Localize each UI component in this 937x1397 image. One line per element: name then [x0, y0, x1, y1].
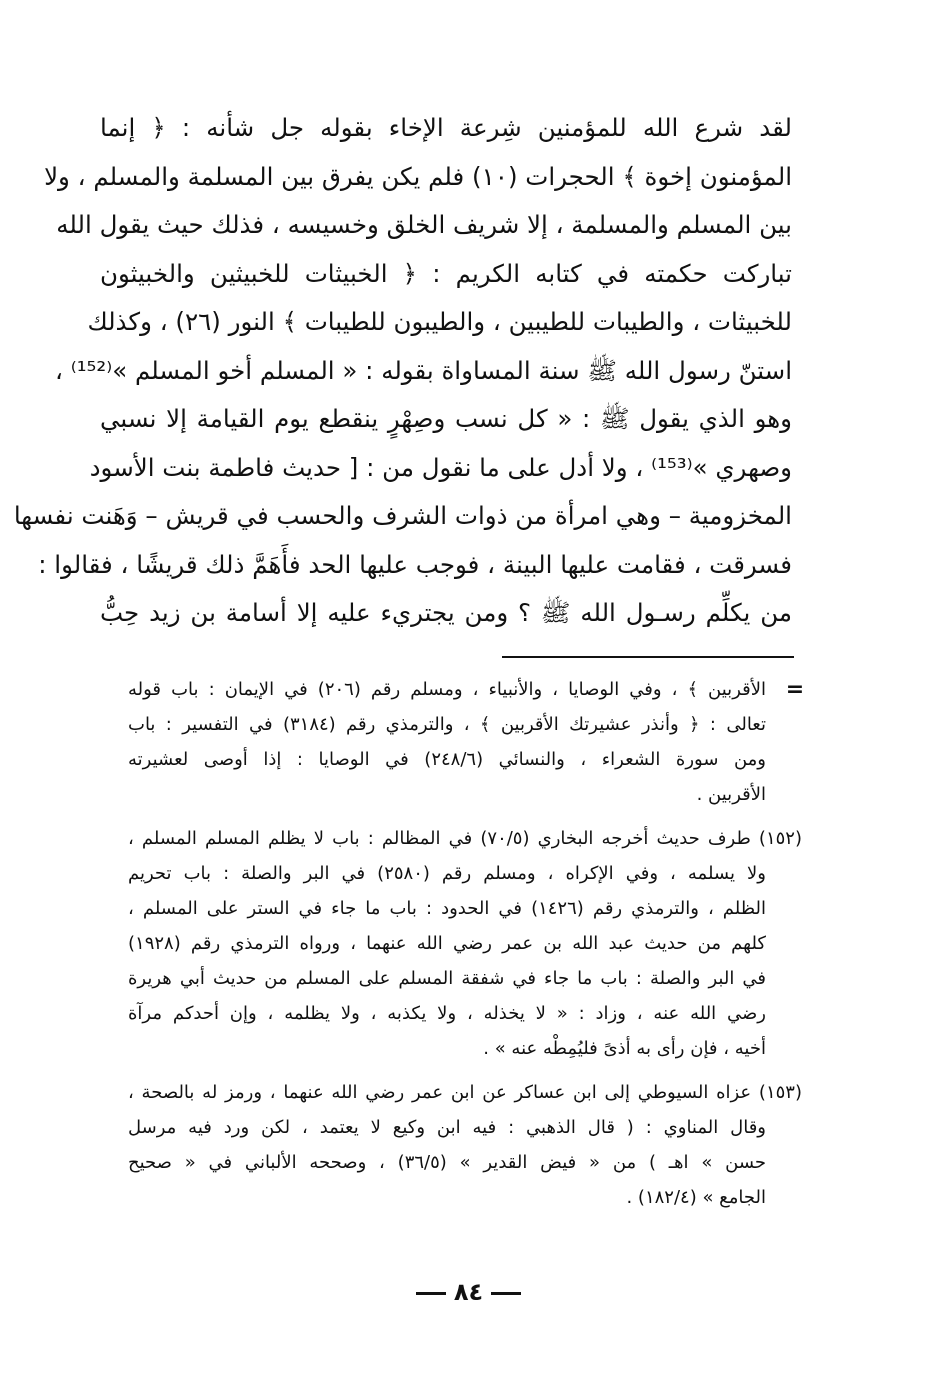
footnote-separator [502, 656, 794, 658]
footnote-line: الظلم ، والترمذي رقم (١٤٢٦) في الحدود : باب ما جاء في الستر على المسلم ، [128, 898, 766, 919]
footnote-line: الأقربين ﴾ ، وفي الوصايا ، والأنبياء ، ومسلم رقم (٢٠٦) في الإيمان : باب قوله [128, 679, 766, 700]
body-line: من يكلِّم رسـول الله ﷺ ؟ ومن يجتريء عليه إلا أسامة بن زيد حِبُّ [100, 598, 792, 627]
footnote-line: في البر والصلة : باب ما جاء في شفقة المسلم على المسلم من حديث أبي هريرة [128, 968, 766, 989]
body-line: لقد شرع الله للمؤمنين شِرعة الإخاء بقوله جل شأنه : ﴿ إنما [100, 113, 792, 142]
footnote-line: (١٥٢) طرف حديث أخرجه البخاري (٧٠/٥) في المظالم : باب لا يظلم المسلم المسلم ، [128, 828, 802, 849]
body-line: فسرقت ، فقامت عليها البينة ، فوجب عليها الحد فأَهَمَّ ذلك قريشًا ، فقالوا : [38, 549, 792, 579]
footnote-line: حسن » اهـ ) من « فيض القدير » (٣٦/٥) ، وصححه الألباني في « صحيح [128, 1152, 766, 1173]
footnote-line: (١٥٣) عزاه السيوطي إلى ابن عساكر عن ابن عمر رضي الله عنهما ، ورمز له بالصحة ، [128, 1082, 802, 1103]
body-line: تبارکت حکمته في كتابه الكريم : ﴿ الخبيثات للخبيثين والخبيثون [100, 258, 792, 288]
footnote-line: وقال المناوي : ( قال الذهبي : فيه ابن وكيع لا يعتمد ، لكن ورد فيه مرسل [128, 1117, 766, 1138]
footnote-line: تعالى : ﴿ وأنذر عشيرتك الأقربين ﴾ ، والترمذي رقم (٣١٨٤) في التفسير : باب [128, 714, 766, 735]
footnote-152 [100, 821, 802, 1066]
footnote-line: ولا يسلمه ، وفي الإكراه ، ومسلم رقم (٢٥٨٠) في البر والصلة : باب تحريم [128, 863, 766, 884]
footnote-153 [100, 1075, 802, 1215]
body-line: المخزومية – وهي امرأة من ذوات الشرف والحسب في قريش – وَهَنت نفسها [13, 501, 792, 530]
body-line: استنّ رسول الله ﷺ سنة المساواة بقوله : « المسلم أخو المسلم »⁽¹⁵²⁾ ، [55, 355, 792, 385]
page-number [0, 1274, 937, 1310]
body-line: بين المسلم والمسلمة ، إلا شريف الخلق وخسيسه ، فذلك حيث يقول الله [56, 210, 792, 239]
body-line: وهو الذي يقول ﷺ : « كل نسب وصِهْرٍ ينقطع يوم القيامة إلا نسبي [100, 404, 792, 433]
footnote-line: رضي الله عنه ، وزاد : « لا يخذله ، ولا يكذبه ، ولا يظلمه ، وإن أحدكم مرآة [128, 1003, 766, 1024]
footnotes [100, 672, 805, 1224]
footnote-line: كلهم من حديث عبد الله بن عمر رضي الله عنهما ، ورواه الترمذي رقم (١٩٢٨) [128, 933, 766, 954]
footnote-continuation [100, 672, 805, 812]
footnote-line: الأقربين . [696, 784, 766, 805]
dash-left [491, 1292, 521, 1295]
body-line: وصهري »⁽¹⁵³⁾ ، ولا أدل على ما نقول من : [ حديث فاطمة بنت الأسود [89, 452, 792, 482]
footnote-line: ومن سورة الشعراء ، والنسائي (٢٤٨/٦) في الوصايا : إذا أوصى لعشيرته [128, 749, 766, 770]
page-number-value: ٨٤ [453, 1278, 484, 1306]
body-line: المؤمنون إخوة ﴾ الحجرات (١٠) فلم يكن يفرق بين المسلمة والمسلم ، ولا [44, 161, 792, 191]
footnote-line: الجامع » (١٨٢/٤) . [626, 1187, 766, 1208]
footnote-line: أخيه ، فإن رأى به أذىً فليُمِطْه عنه » . [483, 1038, 766, 1059]
main-text [13, 104, 792, 638]
continuation-marker: = [785, 677, 805, 702]
body-line: للخبيثات ، والطيبات للطيبين ، والطيبون للطيبات ﴾ النور (٢٦) ، وكذلك [87, 307, 792, 336]
dash-right [416, 1292, 446, 1295]
